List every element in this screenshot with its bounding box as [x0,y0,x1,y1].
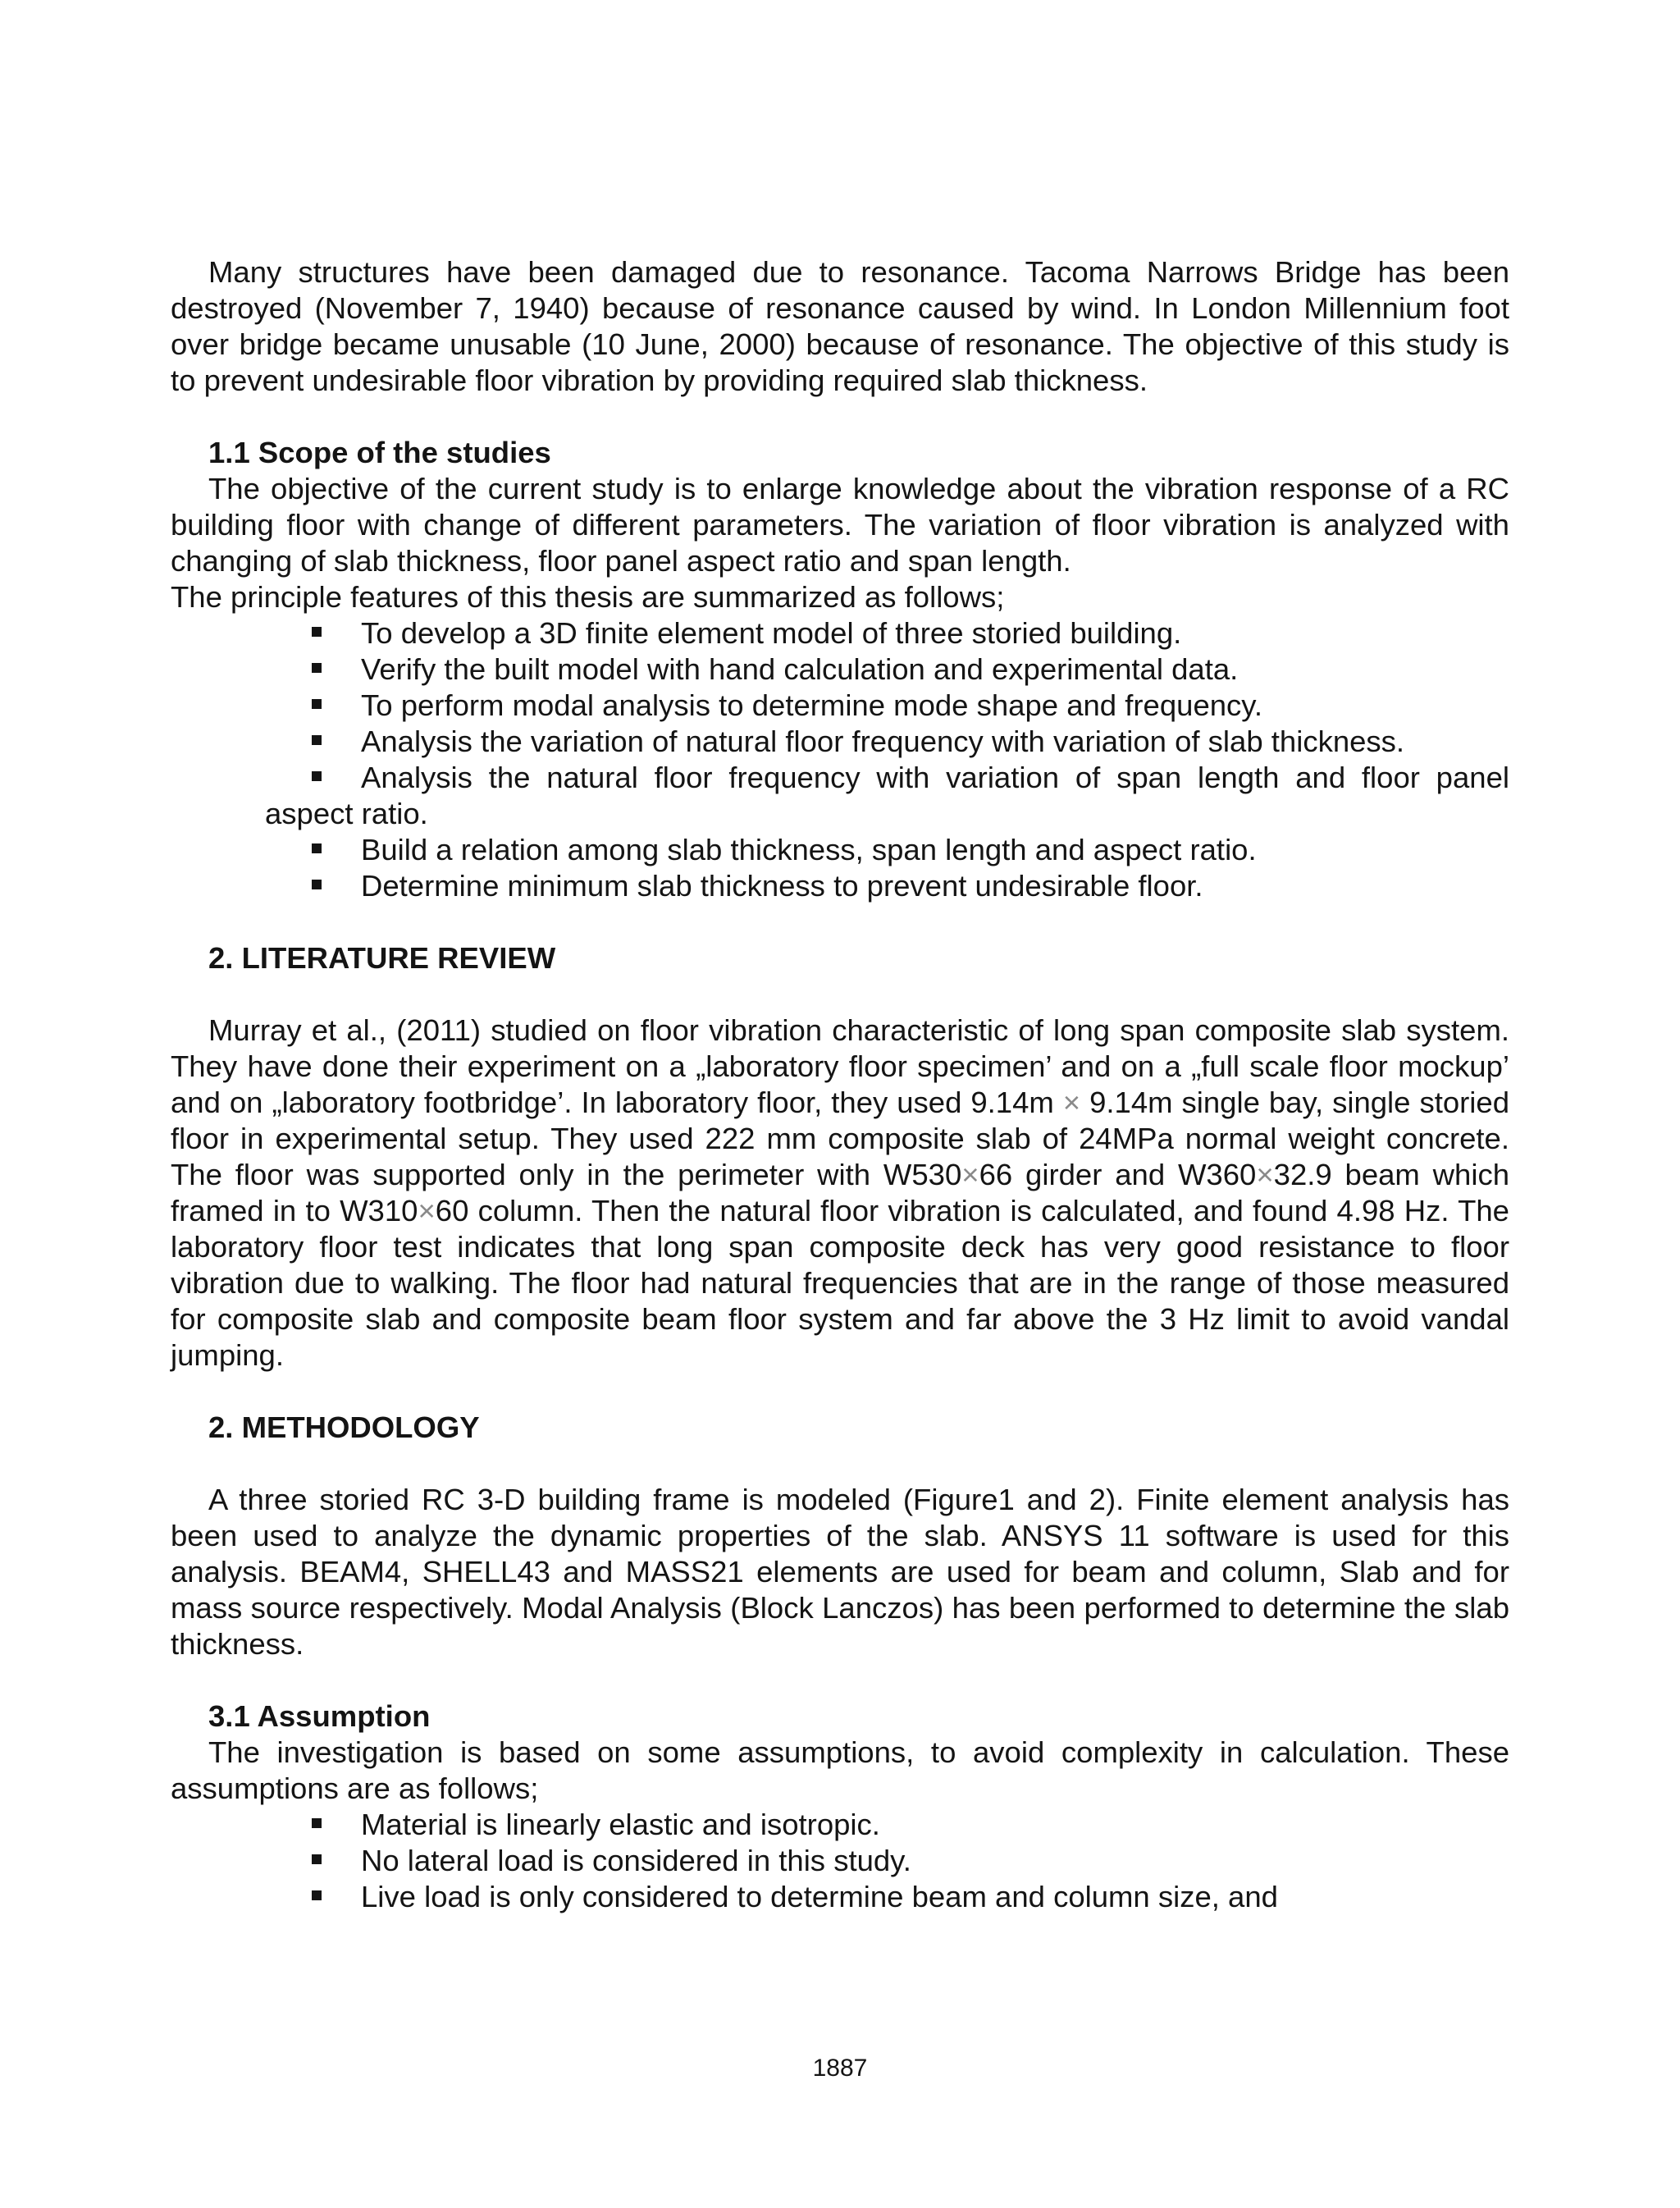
list-item: To perform modal analysis to determine mode shape and frequency. [171,688,1509,724]
bullet-icon [312,771,322,781]
list-item: Determine minimum slab thickness to prevent undesirable floor. [171,868,1509,904]
list-item: Build a relation among slab thickness, span length and aspect ratio. [171,832,1509,868]
page-number: 1887 [812,2055,868,2082]
bullet-icon [312,1854,322,1864]
list-item: To develop a 3D finite element model of three storied building. [171,615,1509,651]
bullet-icon [312,699,322,709]
times-icon: × [418,1194,436,1227]
bullet-icon [312,735,322,745]
bullet-icon [312,880,322,889]
literature-heading: 2. LITERATURE REVIEW [208,941,556,975]
methodology-heading: 2. METHODOLOGY [208,1410,480,1444]
bullet-icon [312,843,322,853]
list-item: Analysis the variation of natural floor frequency with variation of slab thickness. [171,724,1509,760]
assumption-bullet-list [171,1807,1509,1915]
bullet-icon [312,1890,322,1900]
times-icon: × [961,1158,979,1191]
assumption-paragraph: The investigation is based on some assumptions, to avoid complexity in calculation. These assumptions are as follows; [171,1735,1509,1805]
scope-lead: The principle features of this thesis are summarized as follows; [171,580,1005,614]
scope-bullet-list [171,615,1509,904]
intro-paragraph: Many structures have been damaged due to resonance. Tacoma Narrows Bridge has been destroyed (November 7, 1940) because of resonance caused by wind. In London Millennium foot over bridge became unusable (10 June, 2000) because of resonance. The objective of this study is to prevent undesirable floor vibration by providing required slab thickness. [171,255,1509,397]
page-content [171,254,1509,1915]
bullet-icon [312,627,322,637]
list-item: Material is linearly elastic and isotropic. [171,1807,1509,1843]
methodology-paragraph: A three storied RC 3-D building frame is modeled (Figure1 and 2). Finite element analysis has been used to analyze the dynamic properties of the slab. ANSYS 11 software is used for this analysis. BEAM4, SHELL43 and MASS21 elements are used for beam and column, Slab and for mass source respectively. Modal Analysis (Block Lanczos) has been performed to determine the slab thickness. [171,1483,1509,1661]
times-icon: × [1256,1158,1274,1191]
bullet-icon [312,1818,322,1828]
list-item: No lateral load is considered in this study. [171,1843,1509,1879]
scope-heading: 1.1 Scope of the studies [208,436,551,469]
list-item: Verify the built model with hand calculation and experimental data. [171,651,1509,688]
scope-paragraph: The objective of the current study is to enlarge knowledge about the vibration response of a RC building floor with change of different parameters. The variation of floor vibration is analyzed with changing of slab thickness, floor panel aspect ratio and span length. [171,472,1509,578]
literature-paragraph: Murray et al., (2011) studied on floor vibration characteristic of long span composite slab system. They have done their experiment on a „laboratory floor specimen’ and on a „full scale floor mockup’ and on „laboratory footbridge’. In laboratory floor, they used 9.14m × 9.14m single bay, single storied floor in experimental setup. They used 222 mm composite slab of 24MPa normal weight concrete. The floor was supported only in the perimeter with W530×66 girder and W360×32.9 beam which framed in to W310×60 column. Then the natural floor vibration is calculated, and found 4.98 Hz. The laboratory floor test indicates that long span composite deck has very good resistance to floor vibration due to walking. The floor had natural frequencies that are in the range of those measured for composite slab and composite beam floor system and far above the 3 Hz limit to avoid vandal jumping. [171,1013,1509,1372]
assumption-heading: 3.1 Assumption [208,1699,431,1733]
bullet-icon [312,663,322,673]
list-item: Analysis the natural floor frequency with variation of span length and floor panel aspect ratio. [265,761,1509,830]
times-icon: × [1062,1086,1081,1119]
list-item: Live load is only considered to determine beam and column size, and [171,1879,1509,1915]
